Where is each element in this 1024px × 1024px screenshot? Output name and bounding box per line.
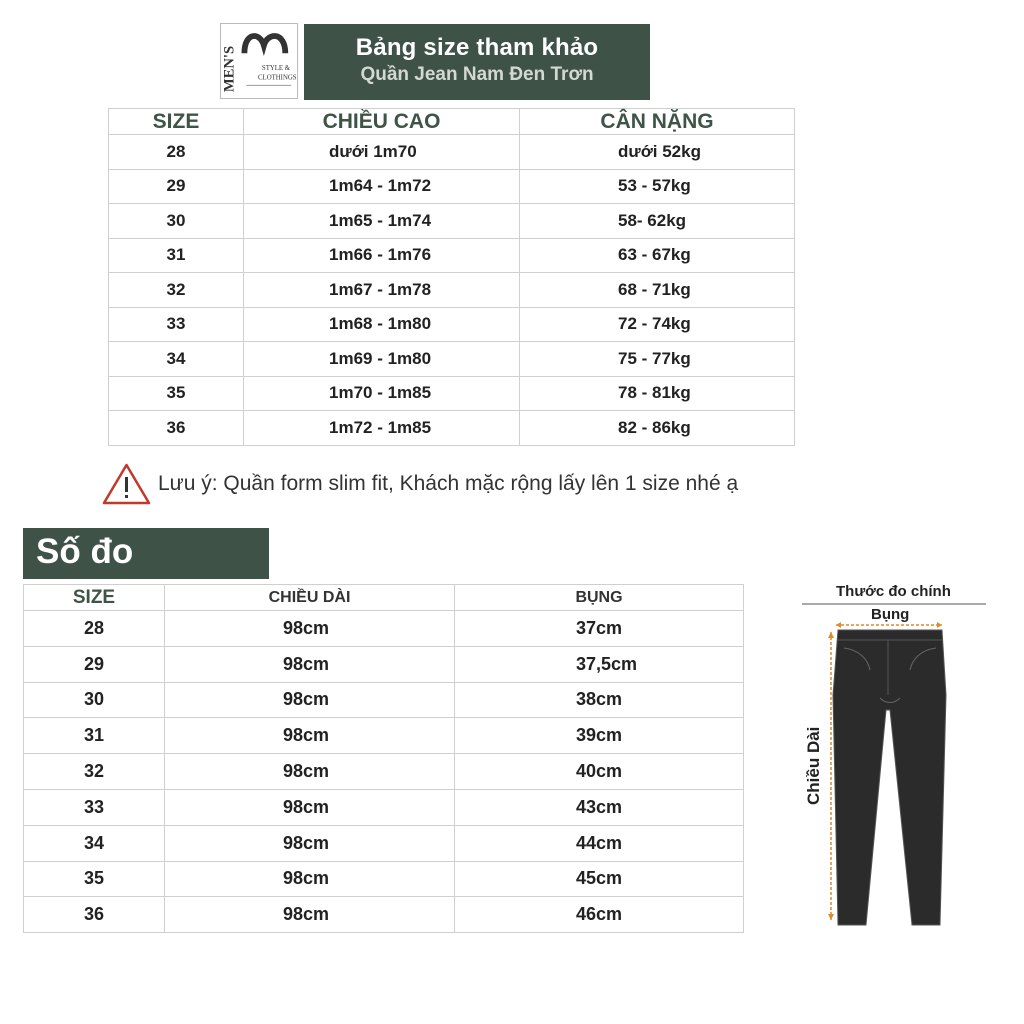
waist-cell: 40cm [455, 754, 744, 790]
size-cell: 31 [109, 238, 244, 273]
weight-cell: 53 - 57kg [520, 169, 795, 204]
table-row [24, 897, 744, 933]
height-cell: 1m70 - 1m85 [244, 376, 520, 411]
height-cell: 1m68 - 1m80 [244, 307, 520, 342]
column-header-weight: CÂN NẶNG [520, 109, 795, 135]
size-cell: 30 [24, 682, 165, 718]
waist-cell: 37cm [455, 611, 744, 647]
length-cell: 98cm [165, 789, 455, 825]
waist-label: Bụng [871, 606, 910, 623]
weight-cell: 72 - 74kg [520, 307, 795, 342]
brand-logo [220, 23, 298, 99]
column-header-length: CHIỀU DÀI [165, 585, 455, 611]
column-header-size: SIZE [24, 585, 165, 611]
page-subtitle: Quần Jean Nam Đen Trơn [360, 64, 594, 85]
weight-cell: 78 - 81kg [520, 376, 795, 411]
measurements-table [23, 584, 744, 933]
size-cell: 28 [24, 611, 165, 647]
waist-cell: 39cm [455, 718, 744, 754]
length-cell: 98cm [165, 718, 455, 754]
size-cell: 28 [109, 135, 244, 170]
table-row [24, 682, 744, 718]
measurements-banner [23, 528, 269, 579]
size-cell: 32 [109, 273, 244, 308]
column-header-waist: BỤNG [455, 585, 744, 611]
weight-cell: 82 - 86kg [520, 411, 795, 446]
table-row [109, 169, 795, 204]
height-cell: 1m64 - 1m72 [244, 169, 520, 204]
length-cell: 98cm [165, 897, 455, 933]
table-row [109, 238, 795, 273]
table-header-row [109, 109, 795, 135]
weight-cell: 58- 62kg [520, 204, 795, 239]
size-cell: 36 [109, 411, 244, 446]
size-cell: 34 [109, 342, 244, 377]
size-cell: 36 [24, 897, 165, 933]
svg-text:CLOTHINGS: CLOTHINGS [258, 74, 297, 82]
waist-cell: 45cm [455, 861, 744, 897]
size-reference-table [108, 108, 795, 446]
table-row [24, 825, 744, 861]
size-cell: 29 [109, 169, 244, 204]
column-header-size: SIZE [109, 109, 244, 135]
weight-cell: 63 - 67kg [520, 238, 795, 273]
weight-cell: 75 - 77kg [520, 342, 795, 377]
page-title: Bảng size tham khảo [355, 34, 599, 61]
table-row [24, 611, 744, 647]
table-row [109, 376, 795, 411]
waist-cell: 37,5cm [455, 646, 744, 682]
waist-cell: 38cm [455, 682, 744, 718]
table-row [24, 646, 744, 682]
size-cell: 31 [24, 718, 165, 754]
table-row [24, 861, 744, 897]
diagram-heading: Thước đo chính [836, 583, 951, 600]
waist-cell: 43cm [455, 789, 744, 825]
pants-illustration [800, 570, 1000, 930]
size-cell: 32 [24, 754, 165, 790]
length-cell: 98cm [165, 825, 455, 861]
waist-cell: 46cm [455, 897, 744, 933]
length-cell: 98cm [165, 646, 455, 682]
weight-cell: 68 - 71kg [520, 273, 795, 308]
height-cell: 1m66 - 1m76 [244, 238, 520, 273]
note-text: Lưu ý: Quần form slim fit, Khách mặc rộng lấy lên 1 size nhé ạ [158, 472, 739, 495]
size-cell: 35 [24, 861, 165, 897]
length-cell: 98cm [165, 754, 455, 790]
height-cell: 1m72 - 1m85 [244, 411, 520, 446]
length-cell: 98cm [165, 861, 455, 897]
size-cell: 35 [109, 376, 244, 411]
waist-cell: 44cm [455, 825, 744, 861]
table-row [109, 204, 795, 239]
warning-triangle-icon [101, 462, 152, 506]
table-row [109, 273, 795, 308]
weight-cell: dưới 52kg [520, 135, 795, 170]
size-cell: 34 [24, 825, 165, 861]
size-cell: 33 [24, 789, 165, 825]
height-cell: 1m67 - 1m78 [244, 273, 520, 308]
length-cell: 98cm [165, 682, 455, 718]
column-header-height: CHIỀU CAO [244, 109, 520, 135]
pants-measurement-diagram [800, 570, 1000, 930]
height-cell: 1m69 - 1m80 [244, 342, 520, 377]
size-cell: 33 [109, 307, 244, 342]
length-cell: 98cm [165, 611, 455, 647]
height-cell: dưới 1m70 [244, 135, 520, 170]
table-row [24, 718, 744, 754]
table-row [24, 789, 744, 825]
height-cell: 1m65 - 1m74 [244, 204, 520, 239]
table-header-row [24, 585, 744, 611]
size-cell: 30 [109, 204, 244, 239]
length-label: Chiều Dài [804, 726, 823, 805]
table-row [109, 307, 795, 342]
size-cell: 29 [24, 646, 165, 682]
svg-text:STYLE &: STYLE & [261, 64, 291, 72]
svg-text:MEN'S: MEN'S [221, 45, 238, 93]
table-row [109, 135, 795, 170]
table-row [24, 754, 744, 790]
table-row [109, 342, 795, 377]
table-row [109, 411, 795, 446]
header-banner [304, 24, 650, 100]
measurements-title: Số đo [36, 532, 134, 571]
